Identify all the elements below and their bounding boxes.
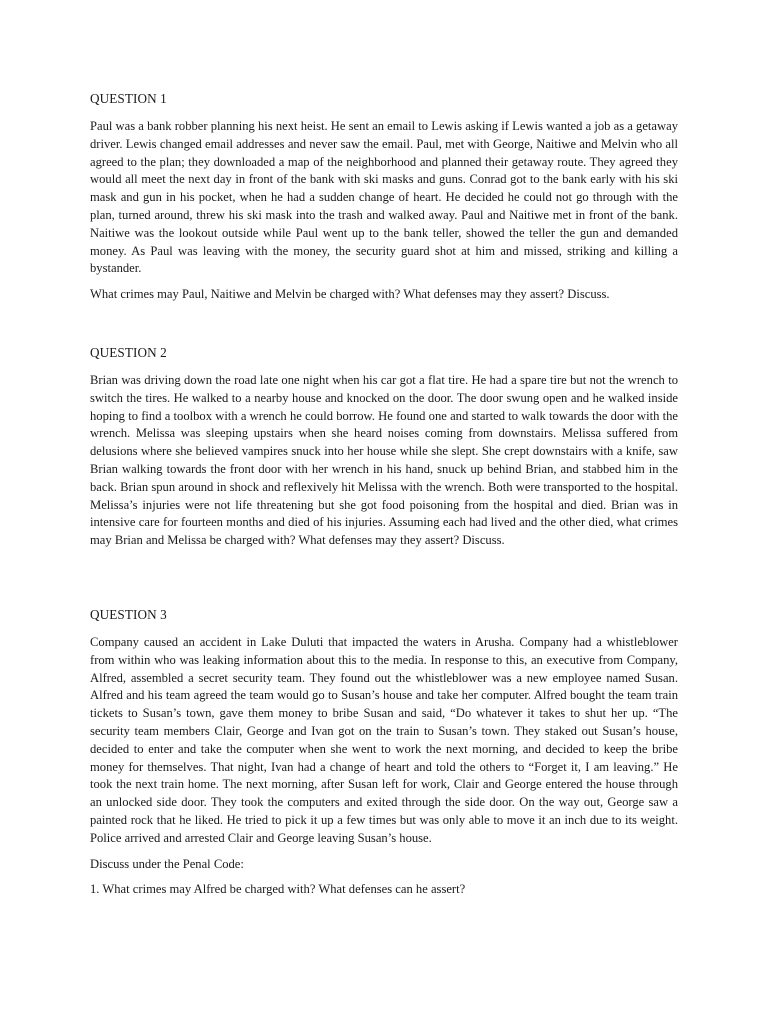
- question-3-section: [90, 606, 678, 899]
- question-1-body: Paul was a bank robber planning his next heist. He sent an email to Lewis asking if Lewis wanted a job as a getaway driver. Lewis changed email addresses and never saw the email. Paul, met with George, Naitiwe and Melvin who all agreed to the plan; they downloaded a map of the neighborhood and planned their getaway route. They agreed they would all meet the next day in front of the bank with ski masks and guns. Conrad got to the bank early with his ski mask and gun in his pocket, when he had a sudden change of heart. He decided he could not go through with the plan, turned around, threw his ski mask into the trash and walked away. Paul and Naitiwe met in front of the bank. Naitiwe was the lookout outside while Paul went up to the bank teller, showed the teller the gun and demanded money. As Paul was leaving with the money, the security guard shot at him and missed, striking and killing a bystander.: [90, 119, 678, 276]
- question-3-heading: QUESTION 3: [90, 607, 167, 622]
- question-2-heading: QUESTION 2: [90, 345, 167, 360]
- question-1-heading: QUESTION 1: [90, 91, 167, 106]
- question-3-body: Company caused an accident in Lake Duluti that impacted the waters in Arusha. Company had a whistleblower from within who was leaking information about this to the media. In response to this, an executive from Company, Alfred, assembled a secret security team. They found out the whistleblower was a new employee named Susan. Alfred and his team agreed the team would go to Susan’s house and take her computer. Alfred bought the team train tickets to Susan’s town, gave them money to bribe Susan and said, “Do whatever it takes to shut her up. “The security team members Clair, George and Ivan got on the train to Susan’s town. They staked out Susan’s house, decided to enter and take the computer when she went to work the next morning, and decided to keep the bribe money for themselves. That night, Ivan had a change of heart and told the others to “Forget it, I am leaving.” He took the next train home. The next morning, after Susan left for work, Clair and George entered the house through an unlocked side door. They took the computers and exited through the side door. On the way out, George saw a painted rock that he liked. He tried to pick it up a few times but was only able to move it an inch due to its weight. Police arrived and arrested Clair and George leaving Susan’s house.: [90, 635, 678, 845]
- question-1-section: [90, 90, 678, 304]
- question-3-prompt-1: 1. What crimes may Alfred be charged with? What defenses can he assert?: [90, 882, 466, 897]
- question-2-body: Brian was driving down the road late one night when his car got a flat tire. He had a spare tire but not the wrench to switch the tires. He walked to a nearby house and knocked on the door. The door swung open and he walked inside hoping to find a toolbox with a wrench he could borrow. He found one and started to walk towards the door with the wrench. Melissa was sleeping upstairs when she heard noises coming from downstairs. Melissa suffered from delusions where she believed vampires snuck into her house while she slept. She crept downstairs with a knife, saw Brian walking towards the front door with her wrench in his hand, snuck up behind Brian, and stabbed him in the back. Brian spun around in shock and reflexively hit Melissa with the wrench. Both were transported to the hospital. Melissa’s injuries were not life threatening but she got food poisoning from the hospital and died. Brian was in intensive care for fourteen months and died of his injuries. Assuming each had lived and the other died, what crimes may Brian and Melissa be charged with? What defenses may they assert? Discuss.: [90, 373, 678, 548]
- question-3-discuss-line: Discuss under the Penal Code:: [90, 856, 244, 871]
- question-2-section: [90, 344, 678, 558]
- question-1-prompt: What crimes may Paul, Naitiwe and Melvin be charged with? What defenses may they assert? Discuss.: [90, 287, 610, 302]
